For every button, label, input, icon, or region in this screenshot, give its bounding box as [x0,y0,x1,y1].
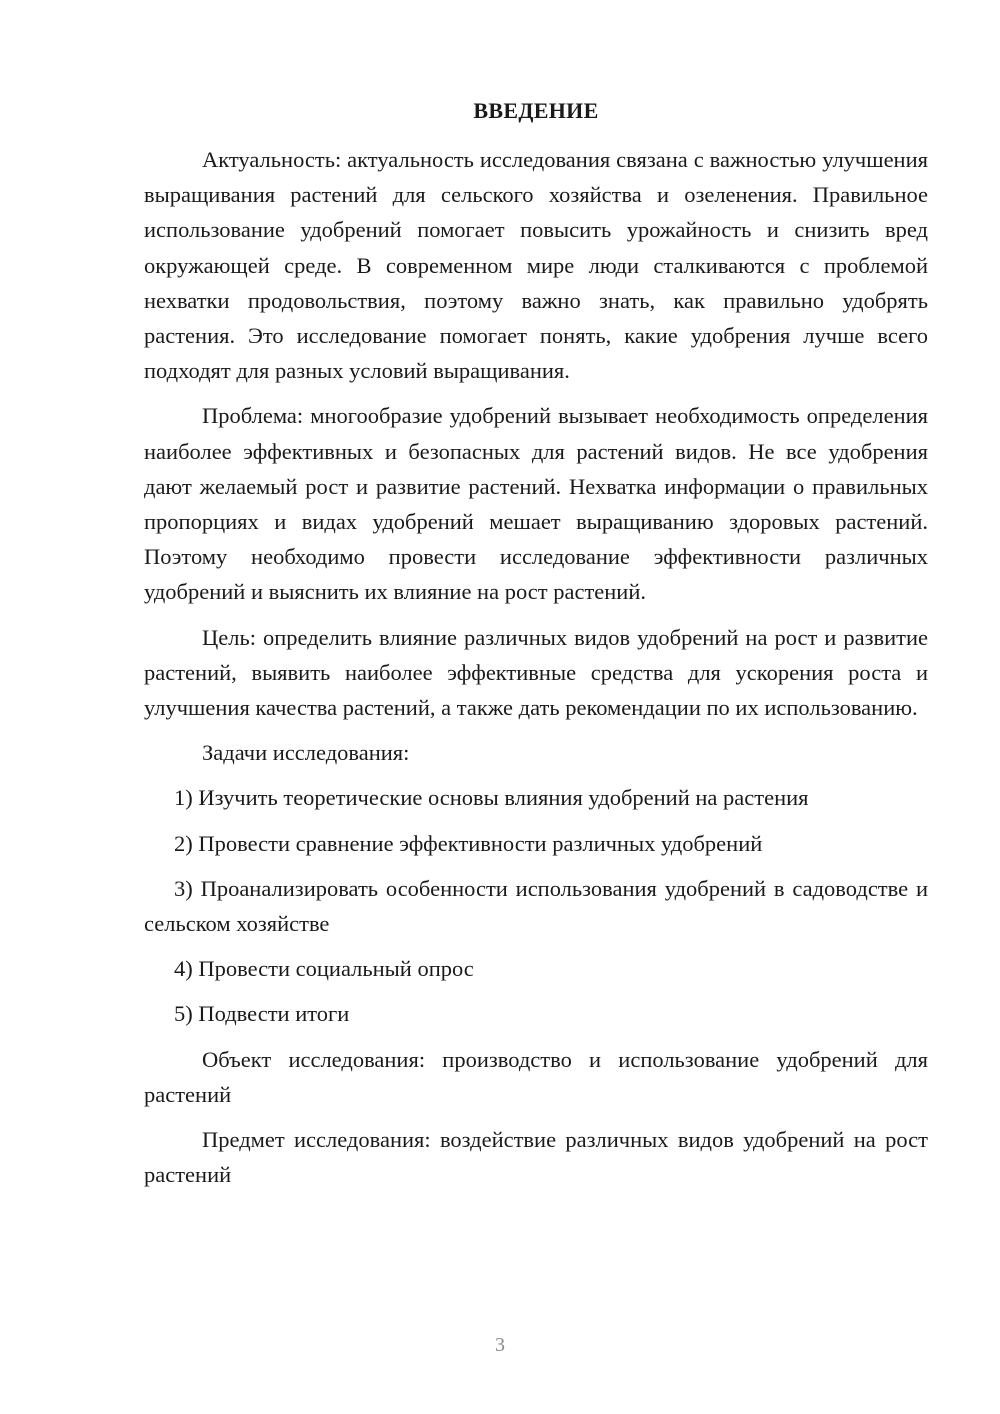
task-item: 1) Изучить теоретические основы влияния удобрений на растения [174,785,809,811]
section-title: ВВЕДЕНИЕ [473,98,599,123]
task-item: 2) Провести сравнение эффективности различных удобрений [174,830,763,856]
relevance-paragraph: Актуальность: актуальность исследования связана с важностью улучшения выращивания растений для сельского хозяйства и озеленения. Правильное использование удобрений помогает повысить урожайность и снизить вред окружающей среде. В современном мире люди сталкиваются с проблемой нехватки продовольствия, поэтому важно знать, как правильно удобрять растения. Это исследование помогает понять, какие удобрения лучше всего подходят для разных условий выращивания. [144,147,928,384]
tasks-heading: Задачи исследования: [202,740,410,766]
task-item: 4) Провести социальный опрос [174,956,474,982]
object-paragraph: Объект исследования: производство и использование удобрений для растений [144,1046,928,1107]
page-number: 3 [495,1334,505,1356]
goal-paragraph: Цель: определить влияние различных видов удобрений на рост и развитие растений, выявить наиболее эффективные средства для ускорения роста и улучшения качества растений, а также дать рекомендации по их использованию. [144,624,928,721]
task-item: 5) Подвести итоги [174,1001,350,1027]
problem-paragraph: Проблема: многообразие удобрений вызывает необходимость определения наиболее эффективных и безопасных для растений видов. Не все удобрения дают желаемый рост и развитие растений. Нехватка информации о правильных пропорциях и видах удобрений мешает выращиванию здоровых растений. Поэтому необходимо провести исследование эффективности различных удобрений и выяснить их влияние на рост растений. [144,403,928,605]
subject-paragraph: Предмет исследования: воздействие различных видов удобрений на рост растений [144,1127,928,1188]
task-item: 3) Проанализировать особенности использования удобрений в садоводстве и сельском хозяйстве [144,875,928,937]
page-content [144,96,928,1202]
